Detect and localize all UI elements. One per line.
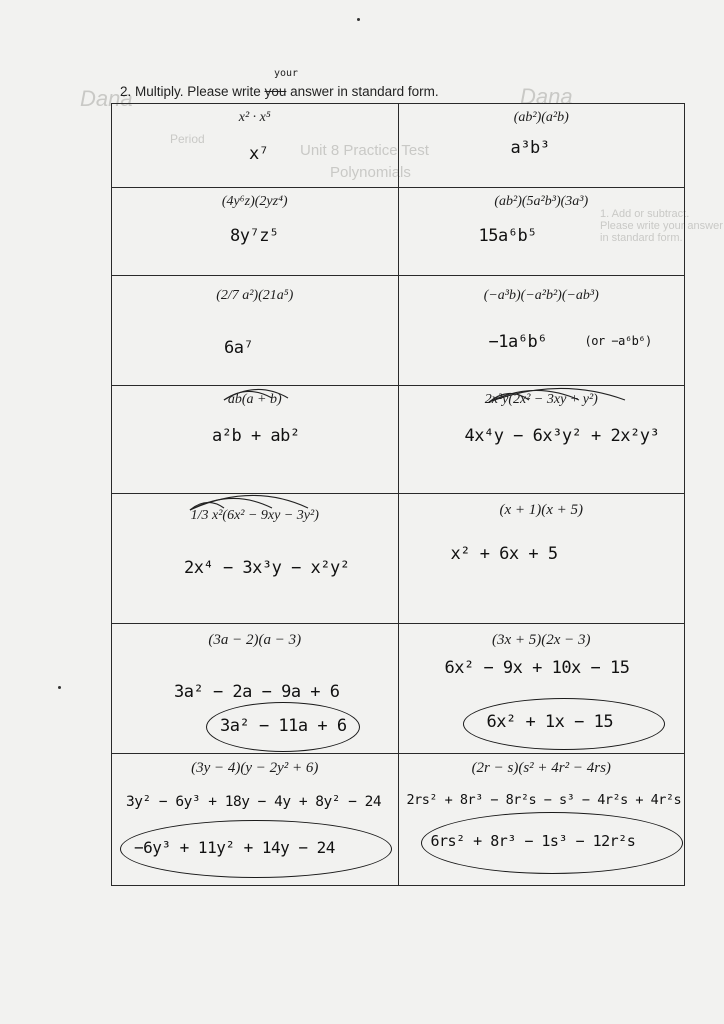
problem-cell xyxy=(398,754,685,886)
problem-answer: 6rs² + 8r³ − 1s³ − 12r²s xyxy=(430,832,636,850)
table-row xyxy=(112,104,685,188)
problem-expression: x² · x⁵ xyxy=(238,110,271,125)
problem-expression: (3a − 2)(a − 3) xyxy=(208,632,302,648)
problem-expression: (ab²)(a²b) xyxy=(513,110,569,125)
bleed-through-title: Unit 8 Practice Test xyxy=(300,142,429,159)
problem-table xyxy=(111,103,685,886)
problem-cell xyxy=(398,188,685,276)
problem-answer: 3a² − 11a + 6 xyxy=(220,716,347,736)
problem-answer: 15a⁶b⁵ xyxy=(478,226,537,246)
problem-answer: −6y³ + 11y² + 14y − 24 xyxy=(134,838,335,857)
instructions xyxy=(120,84,439,99)
problem-expression: (−a³b)(−a²b²)(−ab³) xyxy=(483,288,599,303)
bleed-through-instructions: 1. Add or subtract. Please write your answer in standard form. xyxy=(600,208,723,244)
problem-work: 2rs² + 8r³ − 8r²s − s³ − 4r²s + 4r²s xyxy=(406,792,682,808)
table-row xyxy=(112,754,685,886)
problem-cell xyxy=(398,494,685,624)
problem-expression: (4y⁶z)(2yz⁴) xyxy=(221,194,288,209)
problem-answer: 8y⁷z⁵ xyxy=(230,226,279,246)
problem-cell xyxy=(398,624,685,754)
problem-expression: (ab²)(5a²b³)(3a³) xyxy=(494,194,589,209)
bleed-through-signature: Dana xyxy=(520,84,573,109)
bleed-through-period: Period xyxy=(170,132,205,146)
problem-answer-note: (or −a⁶b⁶) xyxy=(584,334,652,348)
speck xyxy=(58,686,61,689)
problem-expression: (x + 1)(x + 5) xyxy=(499,502,584,518)
handwritten-insert: your xyxy=(274,68,299,79)
problem-expression: (3y − 4)(y − 2y² + 6) xyxy=(191,760,319,776)
problem-answer: x² + 6x + 5 xyxy=(450,544,558,564)
problem-answer: −1a⁶b⁶ xyxy=(488,332,547,352)
problem-answer: a²b + ab² xyxy=(212,426,300,446)
distribution-arcs xyxy=(112,494,398,524)
problem-work: 6x² − 9x + 10x − 15 xyxy=(444,658,630,678)
problem-cell xyxy=(398,276,685,386)
table-row xyxy=(112,386,685,494)
table-row xyxy=(112,494,685,624)
speck xyxy=(357,18,360,21)
table-row xyxy=(112,624,685,754)
table-row xyxy=(112,188,685,276)
problem-answer: x⁷ xyxy=(249,144,269,164)
problem-cell xyxy=(112,624,399,754)
distribution-arcs xyxy=(112,386,398,416)
problem-cell xyxy=(112,386,399,494)
problem-cell xyxy=(112,104,399,188)
table-row xyxy=(112,276,685,386)
problem-expression: 2x²y(2x² − 3xy + y²) xyxy=(484,392,598,407)
bleed-through-signature-left: Dana xyxy=(80,86,133,111)
problem-cell xyxy=(398,104,685,188)
problem-work: 3a² − 2a − 9a + 6 xyxy=(174,682,340,702)
instructions-prefix: 2. Multiply. Please write xyxy=(120,84,265,99)
problem-answer: 4x⁴y − 6x³y² + 2x²y³ xyxy=(464,426,660,446)
bleed-through-subtitle: Polynomials xyxy=(330,164,411,181)
instructions-suffix: answer in standard form. xyxy=(286,84,439,99)
instructions-struck-word: you xyxy=(264,84,287,99)
problem-answer: 2x⁴ − 3x³y − x²y² xyxy=(184,558,350,578)
problem-cell xyxy=(112,188,399,276)
problem-expression: 1/3 x²(6x² − 9xy − 3y²) xyxy=(190,508,319,523)
problem-expression: (2r − s)(s² + 4r² − 4rs) xyxy=(471,760,611,776)
problem-expression: ab(a + b) xyxy=(227,392,282,407)
problem-work: 3y² − 6y³ + 18y − 4y + 8y² − 24 xyxy=(126,794,382,810)
problem-cell xyxy=(398,386,685,494)
problem-answer: 6x² + 1x − 15 xyxy=(486,712,614,732)
problem-cell xyxy=(112,276,399,386)
problem-cell xyxy=(112,754,399,886)
problem-expression: (2/7 a²)(21a⁵) xyxy=(216,288,294,303)
problem-expression: (3x + 5)(2x − 3) xyxy=(491,632,591,648)
problem-answer: 6a⁷ xyxy=(224,338,254,358)
problem-answer: a³b³ xyxy=(510,138,550,158)
problem-cell xyxy=(112,494,399,624)
distribution-arcs xyxy=(399,386,685,416)
